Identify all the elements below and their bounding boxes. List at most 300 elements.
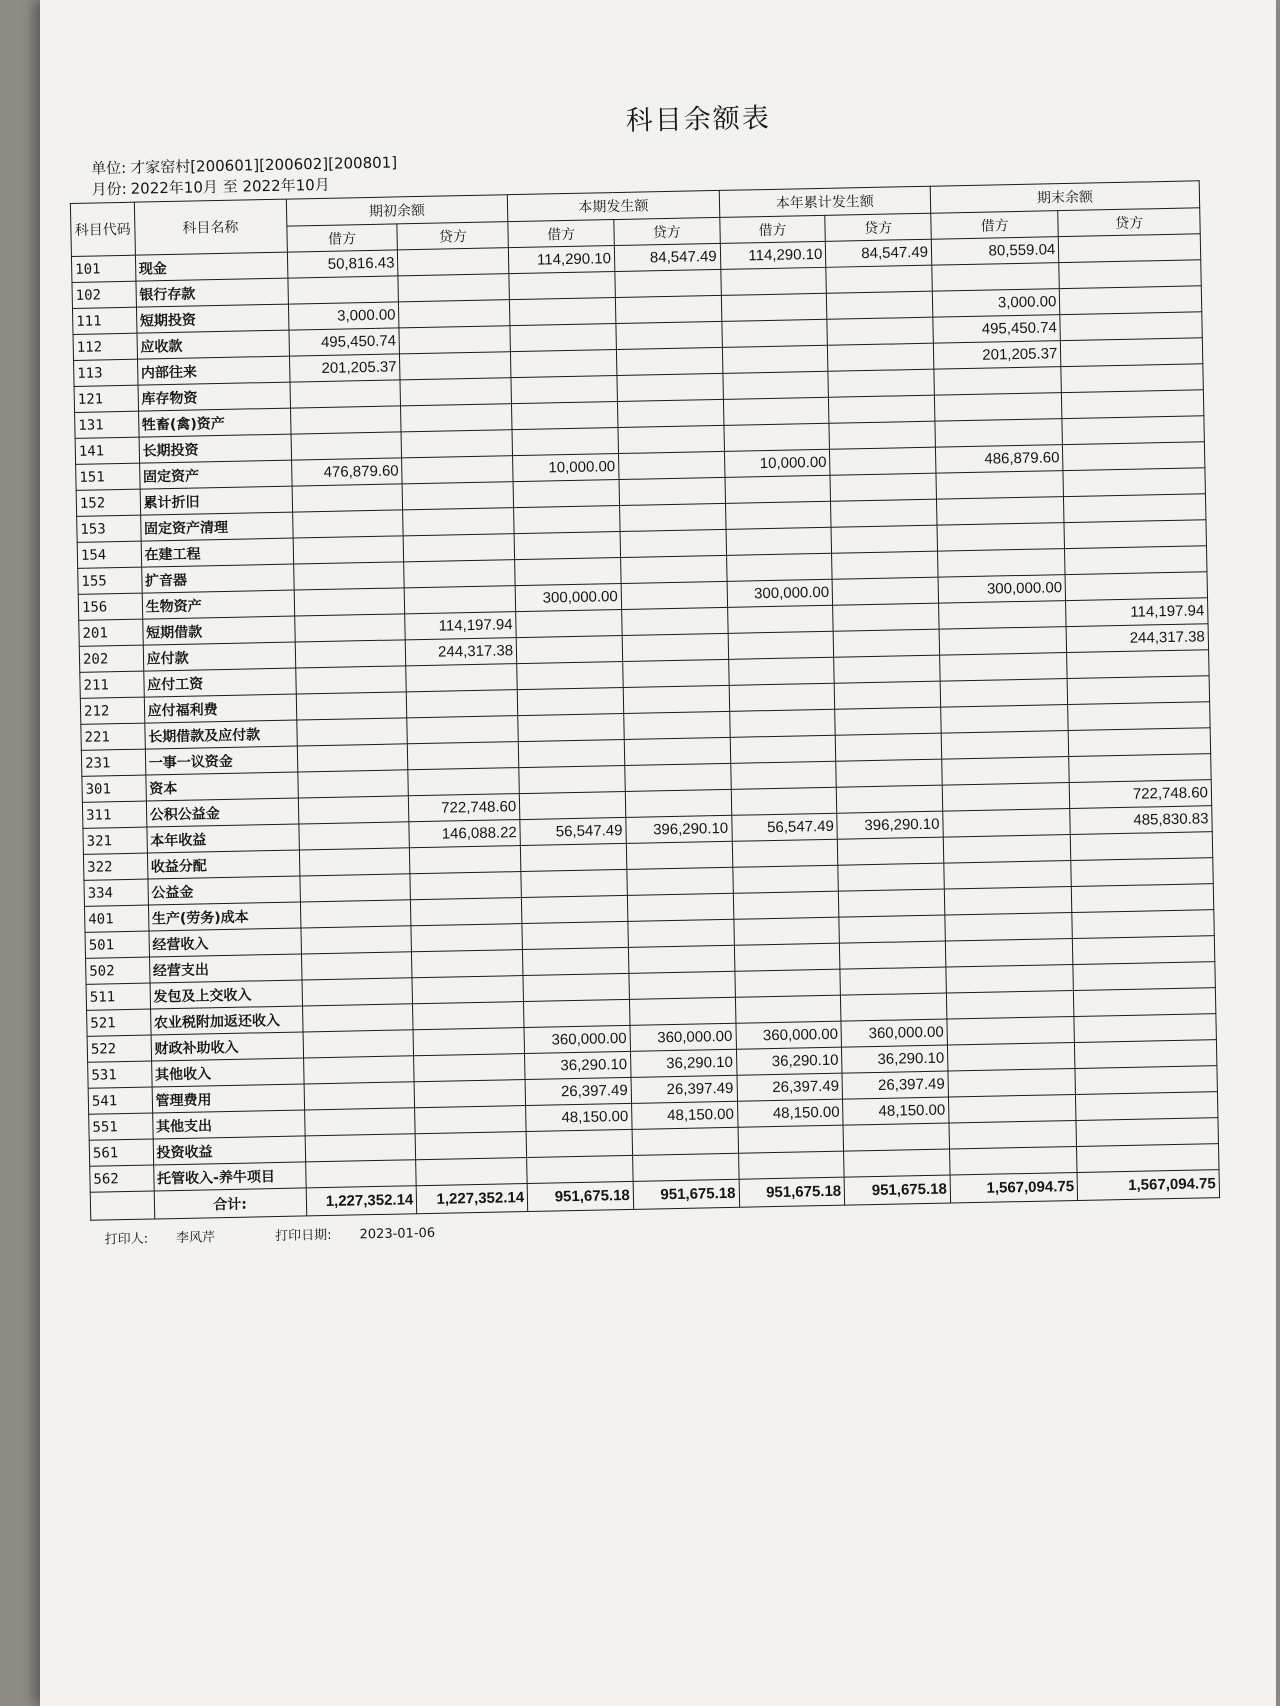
account-name: 生产(劳务)成本 bbox=[148, 902, 300, 931]
account-name: 一事一议资金 bbox=[145, 746, 297, 775]
balance-table bbox=[70, 177, 1220, 1220]
cell-period-debit: 300,000.00 bbox=[515, 583, 621, 611]
cell-opening-debit bbox=[293, 536, 404, 564]
unit-label: 单位: bbox=[90, 158, 127, 178]
cell-period-debit bbox=[509, 272, 615, 300]
cell-ytd-credit bbox=[830, 473, 936, 501]
cell-period-debit bbox=[511, 376, 617, 404]
cell-ytd-debit: 56,547.49 bbox=[731, 813, 837, 841]
cell-period-credit bbox=[617, 373, 723, 401]
period-from: 2022年10月 bbox=[130, 178, 219, 198]
account-code: 152 bbox=[76, 489, 140, 516]
cell-period-debit bbox=[512, 428, 618, 456]
cell-closing-debit bbox=[939, 627, 1067, 656]
cell-ytd-credit bbox=[843, 1123, 949, 1151]
cell-closing-debit bbox=[946, 990, 1074, 1019]
cell-closing-credit bbox=[1067, 650, 1209, 679]
total-period-debit: 951,675.18 bbox=[527, 1181, 633, 1211]
cell-ytd-debit bbox=[720, 267, 826, 295]
total-period-credit: 951,675.18 bbox=[633, 1179, 739, 1209]
cell-period-debit bbox=[517, 687, 623, 715]
cell-closing-credit bbox=[1071, 832, 1213, 861]
cell-closing-credit bbox=[1064, 494, 1206, 523]
cell-ytd-credit bbox=[826, 265, 932, 293]
cell-opening-debit bbox=[296, 692, 407, 720]
cell-opening-debit bbox=[304, 1108, 415, 1136]
cell-ytd-credit: 26,397.49 bbox=[842, 1071, 948, 1099]
header-code: 科目代码 bbox=[70, 202, 135, 256]
cell-ytd-credit bbox=[828, 369, 934, 397]
cell-ytd-debit: 300,000.00 bbox=[727, 579, 833, 607]
cell-ytd-debit: 48,150.00 bbox=[737, 1099, 843, 1127]
cell-ytd-debit bbox=[723, 371, 829, 399]
cell-period-debit bbox=[521, 869, 627, 897]
cell-opening-debit bbox=[303, 1056, 414, 1084]
cell-ytd-credit bbox=[833, 629, 939, 657]
report-title: 科目余额表 bbox=[625, 102, 772, 137]
cell-closing-credit bbox=[1076, 1092, 1218, 1121]
cell-period-credit bbox=[627, 867, 733, 895]
cell-opening-debit: 495,450.74 bbox=[288, 328, 399, 356]
cell-period-debit bbox=[523, 973, 629, 1001]
account-code: 156 bbox=[78, 593, 142, 620]
cell-period-credit bbox=[625, 763, 731, 791]
period-label: 月份: bbox=[91, 179, 127, 199]
account-name: 扩音器 bbox=[141, 564, 293, 593]
cell-ytd-debit bbox=[722, 345, 828, 373]
cell-period-credit bbox=[628, 945, 734, 973]
table-body bbox=[71, 234, 1219, 1192]
cell-closing-credit bbox=[1063, 442, 1205, 471]
account-name: 公积公益金 bbox=[146, 798, 298, 827]
cell-opening-credit bbox=[401, 430, 512, 458]
cell-period-debit bbox=[520, 791, 626, 819]
cell-period-credit bbox=[615, 295, 721, 323]
cell-ytd-credit bbox=[834, 681, 940, 709]
cell-ytd-credit bbox=[840, 941, 946, 969]
account-code: 334 bbox=[84, 879, 148, 906]
cell-closing-credit bbox=[1063, 468, 1205, 497]
account-code: 401 bbox=[84, 905, 148, 932]
cell-closing-credit bbox=[1061, 364, 1203, 393]
cell-ytd-credit bbox=[834, 655, 940, 683]
cell-period-credit: 84,547.49 bbox=[614, 243, 720, 271]
cell-closing-credit bbox=[1073, 962, 1215, 991]
cell-closing-debit bbox=[945, 939, 1073, 968]
header-debit: 借方 bbox=[931, 211, 1059, 240]
cell-closing-debit bbox=[938, 549, 1066, 578]
cell-ytd-debit bbox=[727, 605, 833, 633]
cell-opening-credit: 722,748.60 bbox=[409, 794, 520, 822]
cell-ytd-credit bbox=[831, 525, 937, 553]
account-code: 113 bbox=[74, 359, 138, 386]
cell-period-debit bbox=[521, 843, 627, 871]
cell-ytd-debit bbox=[723, 397, 829, 425]
cell-period-credit bbox=[619, 503, 725, 531]
cell-opening-debit bbox=[295, 640, 406, 668]
account-code: 322 bbox=[83, 853, 147, 880]
account-code: 155 bbox=[78, 567, 142, 594]
cell-opening-credit bbox=[413, 1028, 524, 1056]
cell-opening-credit bbox=[411, 924, 522, 952]
cell-opening-debit bbox=[305, 1160, 416, 1188]
cell-period-credit bbox=[629, 997, 735, 1025]
header-group-period: 本期发生额 bbox=[507, 190, 719, 221]
cell-period-debit bbox=[515, 558, 621, 586]
header-credit: 贷方 bbox=[397, 222, 508, 250]
period-separator: 至 bbox=[222, 177, 238, 196]
account-code: 541 bbox=[88, 1087, 152, 1114]
cell-ytd-debit bbox=[725, 501, 831, 529]
account-code: 231 bbox=[81, 749, 145, 776]
cell-opening-credit bbox=[414, 1054, 525, 1082]
account-code: 211 bbox=[80, 671, 144, 698]
total-ytd-debit: 951,675.18 bbox=[739, 1177, 845, 1207]
cell-opening-debit bbox=[292, 510, 403, 538]
cell-closing-debit bbox=[940, 653, 1068, 682]
account-name: 农业税附加返还收入 bbox=[150, 1006, 302, 1035]
cell-ytd-debit: 36,290.10 bbox=[736, 1047, 842, 1075]
cell-opening-debit bbox=[300, 926, 411, 954]
account-code: 112 bbox=[73, 333, 137, 360]
account-code: 131 bbox=[75, 411, 139, 438]
cell-opening-debit bbox=[290, 406, 401, 434]
cell-period-debit: 36,290.10 bbox=[525, 1051, 631, 1079]
cell-closing-debit bbox=[942, 783, 1070, 812]
header-group-ytd: 本年累计发生额 bbox=[719, 186, 931, 217]
cell-period-credit bbox=[629, 971, 735, 999]
cell-ytd-debit: 10,000.00 bbox=[724, 449, 830, 477]
cell-ytd-debit bbox=[728, 631, 834, 659]
cell-period-credit bbox=[618, 425, 724, 453]
cell-ytd-debit bbox=[729, 683, 835, 711]
cell-ytd-debit bbox=[726, 553, 832, 581]
cell-opening-credit bbox=[414, 1080, 525, 1108]
cell-closing-debit bbox=[950, 1146, 1078, 1175]
cell-period-debit bbox=[522, 895, 628, 923]
account-name: 短期借款 bbox=[142, 616, 294, 645]
account-name: 短期投资 bbox=[136, 304, 288, 333]
cell-opening-debit bbox=[293, 562, 404, 590]
cell-closing-debit bbox=[934, 367, 1062, 396]
cell-ytd-credit bbox=[830, 447, 936, 475]
account-code: 101 bbox=[71, 255, 135, 282]
cell-ytd-credit bbox=[841, 993, 947, 1021]
cell-ytd-debit bbox=[721, 293, 827, 321]
account-name: 托管收入-养牛项目 bbox=[153, 1162, 305, 1191]
account-code: 151 bbox=[76, 463, 140, 490]
cell-ytd-credit bbox=[833, 603, 939, 631]
cell-period-credit bbox=[627, 893, 733, 921]
account-code: 511 bbox=[86, 983, 150, 1010]
cell-ytd-debit bbox=[730, 735, 836, 763]
cell-closing-debit: 495,450.74 bbox=[933, 315, 1061, 344]
cell-period-debit bbox=[516, 635, 622, 663]
cell-period-debit: 114,290.10 bbox=[509, 246, 615, 274]
cell-opening-credit bbox=[407, 716, 518, 744]
cell-ytd-debit bbox=[730, 761, 836, 789]
print-date-label: 打印日期: bbox=[275, 1227, 332, 1245]
cell-closing-debit bbox=[943, 835, 1071, 864]
cell-opening-debit bbox=[304, 1082, 415, 1110]
header-name: 科目名称 bbox=[134, 199, 287, 255]
cell-closing-debit bbox=[943, 809, 1071, 838]
cell-ytd-credit bbox=[827, 291, 933, 319]
cell-opening-credit bbox=[412, 950, 523, 978]
cell-closing-debit bbox=[942, 757, 1070, 786]
unit-value: 才家窑村[200601][200602][200801] bbox=[130, 153, 398, 177]
account-name: 长期借款及应付款 bbox=[144, 720, 296, 749]
cell-closing-credit: 114,197.94 bbox=[1066, 598, 1208, 627]
cell-ytd-credit bbox=[840, 967, 946, 995]
account-name: 应付工资 bbox=[143, 668, 295, 697]
cell-period-credit bbox=[624, 737, 730, 765]
cell-opening-credit bbox=[402, 482, 513, 510]
account-code: 154 bbox=[77, 541, 141, 568]
cell-closing-debit bbox=[937, 497, 1065, 526]
cell-ytd-debit bbox=[731, 787, 837, 815]
cell-opening-debit: 201,205.37 bbox=[289, 354, 400, 382]
cell-opening-debit: 3,000.00 bbox=[288, 302, 399, 330]
cell-period-credit bbox=[620, 529, 726, 557]
account-name: 本年收益 bbox=[147, 824, 299, 853]
cell-opening-credit bbox=[410, 872, 521, 900]
cell-ytd-debit bbox=[738, 1125, 844, 1153]
cell-ytd-credit bbox=[828, 343, 934, 371]
cell-opening-debit bbox=[298, 822, 409, 850]
cell-opening-credit: 114,197.94 bbox=[405, 612, 516, 640]
cell-opening-credit bbox=[415, 1106, 526, 1134]
total-opening-debit: 1,227,352.14 bbox=[306, 1186, 417, 1216]
header-credit: 贷方 bbox=[614, 217, 720, 245]
cell-period-credit: 26,397.49 bbox=[631, 1075, 737, 1103]
cell-closing-credit bbox=[1067, 676, 1209, 705]
cell-period-debit bbox=[514, 506, 620, 534]
cell-closing-debit: 486,879.60 bbox=[935, 445, 1063, 474]
account-code: 531 bbox=[88, 1061, 152, 1088]
cell-opening-debit: 476,879.60 bbox=[291, 458, 402, 486]
account-code: 121 bbox=[74, 385, 138, 412]
account-code: 321 bbox=[83, 827, 147, 854]
cell-ytd-credit: 360,000.00 bbox=[841, 1019, 947, 1047]
cell-period-credit bbox=[623, 659, 729, 687]
cell-ytd-credit bbox=[839, 889, 945, 917]
cell-opening-debit bbox=[299, 874, 410, 902]
cell-ytd-credit bbox=[839, 915, 945, 943]
account-code: 311 bbox=[82, 801, 146, 828]
cell-ytd-credit: 48,150.00 bbox=[843, 1097, 949, 1125]
total-closing-credit: 1,567,094.75 bbox=[1077, 1170, 1219, 1201]
account-code: 301 bbox=[82, 775, 146, 802]
cell-period-credit bbox=[618, 451, 724, 479]
cell-closing-credit bbox=[1068, 728, 1210, 757]
cell-ytd-debit bbox=[735, 995, 841, 1023]
cell-opening-debit bbox=[302, 1004, 413, 1032]
account-name: 财政补助收入 bbox=[151, 1032, 303, 1061]
cell-period-credit bbox=[615, 269, 721, 297]
account-name: 投资收益 bbox=[153, 1136, 305, 1165]
cell-closing-credit: 722,748.60 bbox=[1069, 780, 1211, 809]
account-name: 收益分配 bbox=[147, 850, 299, 879]
cell-closing-debit bbox=[940, 679, 1068, 708]
cell-closing-credit bbox=[1059, 234, 1201, 263]
cell-opening-debit bbox=[291, 432, 402, 460]
cell-opening-credit bbox=[399, 326, 510, 354]
cell-period-credit: 36,290.10 bbox=[630, 1049, 736, 1077]
account-code: 562 bbox=[90, 1165, 154, 1192]
cell-ytd-debit bbox=[732, 865, 838, 893]
cell-period-debit bbox=[518, 713, 624, 741]
cell-opening-credit bbox=[408, 742, 519, 770]
cell-closing-credit bbox=[1059, 260, 1201, 289]
cell-opening-debit bbox=[297, 770, 408, 798]
report-page bbox=[68, 86, 1280, 1248]
cell-closing-debit bbox=[932, 263, 1060, 292]
cell-closing-credit bbox=[1069, 754, 1211, 783]
cell-period-debit bbox=[511, 350, 617, 378]
cell-opening-debit bbox=[301, 952, 412, 980]
account-code: 212 bbox=[80, 697, 144, 724]
account-name: 库存物资 bbox=[138, 382, 290, 411]
cell-closing-credit: 244,317.38 bbox=[1066, 624, 1208, 653]
cell-opening-debit bbox=[292, 484, 403, 512]
cell-closing-debit bbox=[935, 419, 1063, 448]
cell-closing-debit bbox=[946, 964, 1074, 993]
cell-closing-debit bbox=[934, 393, 1062, 422]
cell-ytd-debit bbox=[733, 917, 839, 945]
account-code: 221 bbox=[81, 723, 145, 750]
cell-opening-debit bbox=[294, 614, 405, 642]
account-name: 银行存款 bbox=[136, 278, 288, 307]
account-name: 公益金 bbox=[148, 876, 300, 905]
account-name: 经营收入 bbox=[149, 928, 301, 957]
cell-closing-credit bbox=[1065, 572, 1207, 601]
header-debit: 借方 bbox=[286, 224, 397, 252]
cell-closing-credit bbox=[1071, 858, 1213, 887]
cell-period-credit bbox=[633, 1153, 739, 1181]
header-group-opening: 期初余额 bbox=[286, 195, 508, 226]
cell-closing-debit: 201,205.37 bbox=[933, 341, 1061, 370]
total-ytd-credit: 951,675.18 bbox=[844, 1175, 950, 1205]
print-date-info bbox=[275, 1225, 463, 1244]
cell-period-credit bbox=[625, 789, 731, 817]
cell-ytd-credit bbox=[837, 785, 943, 813]
cell-ytd-debit bbox=[721, 319, 827, 347]
cell-ytd-debit: 26,397.49 bbox=[737, 1073, 843, 1101]
cell-closing-credit bbox=[1065, 546, 1207, 575]
cell-ytd-debit bbox=[735, 969, 841, 997]
cell-ytd-debit bbox=[725, 475, 831, 503]
cell-opening-debit bbox=[295, 666, 406, 694]
cell-ytd-debit bbox=[738, 1151, 844, 1179]
cell-period-debit: 48,150.00 bbox=[526, 1103, 632, 1131]
account-name: 长期投资 bbox=[139, 434, 291, 463]
cell-closing-credit bbox=[1062, 390, 1204, 419]
cell-opening-credit bbox=[413, 1002, 524, 1030]
account-name: 应付款 bbox=[143, 642, 295, 671]
cell-closing-debit: 80,559.04 bbox=[931, 237, 1059, 266]
account-code: 501 bbox=[85, 931, 149, 958]
cell-opening-credit bbox=[401, 404, 512, 432]
cell-opening-debit bbox=[300, 900, 411, 928]
cell-period-debit bbox=[522, 921, 628, 949]
account-name: 管理费用 bbox=[152, 1084, 304, 1113]
cell-closing-debit bbox=[949, 1094, 1077, 1123]
cell-closing-debit bbox=[948, 1068, 1076, 1097]
cell-period-debit bbox=[510, 298, 616, 326]
cell-opening-credit bbox=[405, 586, 516, 614]
cell-period-credit bbox=[624, 711, 730, 739]
cell-opening-debit bbox=[294, 588, 405, 616]
cell-opening-credit bbox=[416, 1158, 527, 1186]
account-name: 其他支出 bbox=[152, 1110, 304, 1139]
cell-period-credit bbox=[623, 685, 729, 713]
cell-opening-credit bbox=[410, 846, 521, 874]
cell-period-debit bbox=[513, 480, 619, 508]
cell-period-credit bbox=[622, 607, 728, 635]
cell-period-credit bbox=[628, 919, 734, 947]
cell-ytd-credit bbox=[827, 317, 933, 345]
cell-opening-credit: 146,088.22 bbox=[409, 820, 520, 848]
cell-ytd-credit bbox=[838, 837, 944, 865]
cell-ytd-debit bbox=[726, 527, 832, 555]
cell-ytd-debit bbox=[733, 891, 839, 919]
account-code: 141 bbox=[75, 437, 139, 464]
cell-closing-debit: 3,000.00 bbox=[932, 289, 1060, 318]
cell-opening-credit bbox=[412, 976, 523, 1004]
cell-closing-credit bbox=[1073, 936, 1215, 965]
account-name: 资本 bbox=[145, 772, 297, 801]
cell-opening-credit: 244,317.38 bbox=[406, 638, 517, 666]
account-name: 内部往来 bbox=[137, 356, 289, 385]
cell-ytd-credit bbox=[829, 395, 935, 423]
cell-period-credit: 396,290.10 bbox=[626, 815, 732, 843]
account-name: 应付福利费 bbox=[144, 694, 296, 723]
cell-period-debit bbox=[516, 609, 622, 637]
cell-closing-debit bbox=[941, 705, 1069, 734]
account-name: 累计折旧 bbox=[140, 486, 292, 515]
account-name: 固定资产 bbox=[139, 460, 291, 489]
cell-opening-debit bbox=[290, 380, 401, 408]
cell-opening-credit bbox=[402, 456, 513, 484]
cell-period-credit bbox=[617, 399, 723, 427]
account-code: 153 bbox=[77, 515, 141, 542]
printer-label: 打印人: bbox=[104, 1231, 149, 1248]
cell-closing-credit bbox=[1064, 520, 1206, 549]
cell-period-credit: 48,150.00 bbox=[631, 1101, 737, 1129]
cell-period-credit bbox=[621, 581, 727, 609]
cell-period-debit bbox=[523, 947, 629, 975]
total-closing-debit: 1,567,094.75 bbox=[950, 1172, 1078, 1203]
cell-period-debit bbox=[526, 1129, 632, 1157]
cell-closing-debit bbox=[939, 601, 1067, 630]
cell-closing-credit bbox=[1072, 884, 1214, 913]
account-name: 在建工程 bbox=[141, 538, 293, 567]
account-code: 522 bbox=[87, 1035, 151, 1062]
cell-closing-debit bbox=[936, 471, 1064, 500]
account-code: 561 bbox=[89, 1139, 153, 1166]
cell-ytd-credit bbox=[836, 759, 942, 787]
total-label: 合计: bbox=[154, 1188, 306, 1219]
account-code: 111 bbox=[72, 307, 136, 334]
header-debit: 借方 bbox=[719, 215, 825, 243]
cell-ytd-credit bbox=[836, 733, 942, 761]
cell-closing-debit bbox=[944, 861, 1072, 890]
cell-opening-credit bbox=[398, 248, 509, 276]
cell-closing-credit bbox=[1077, 1144, 1219, 1173]
cell-opening-credit bbox=[404, 560, 515, 588]
account-name: 现金 bbox=[135, 252, 287, 281]
